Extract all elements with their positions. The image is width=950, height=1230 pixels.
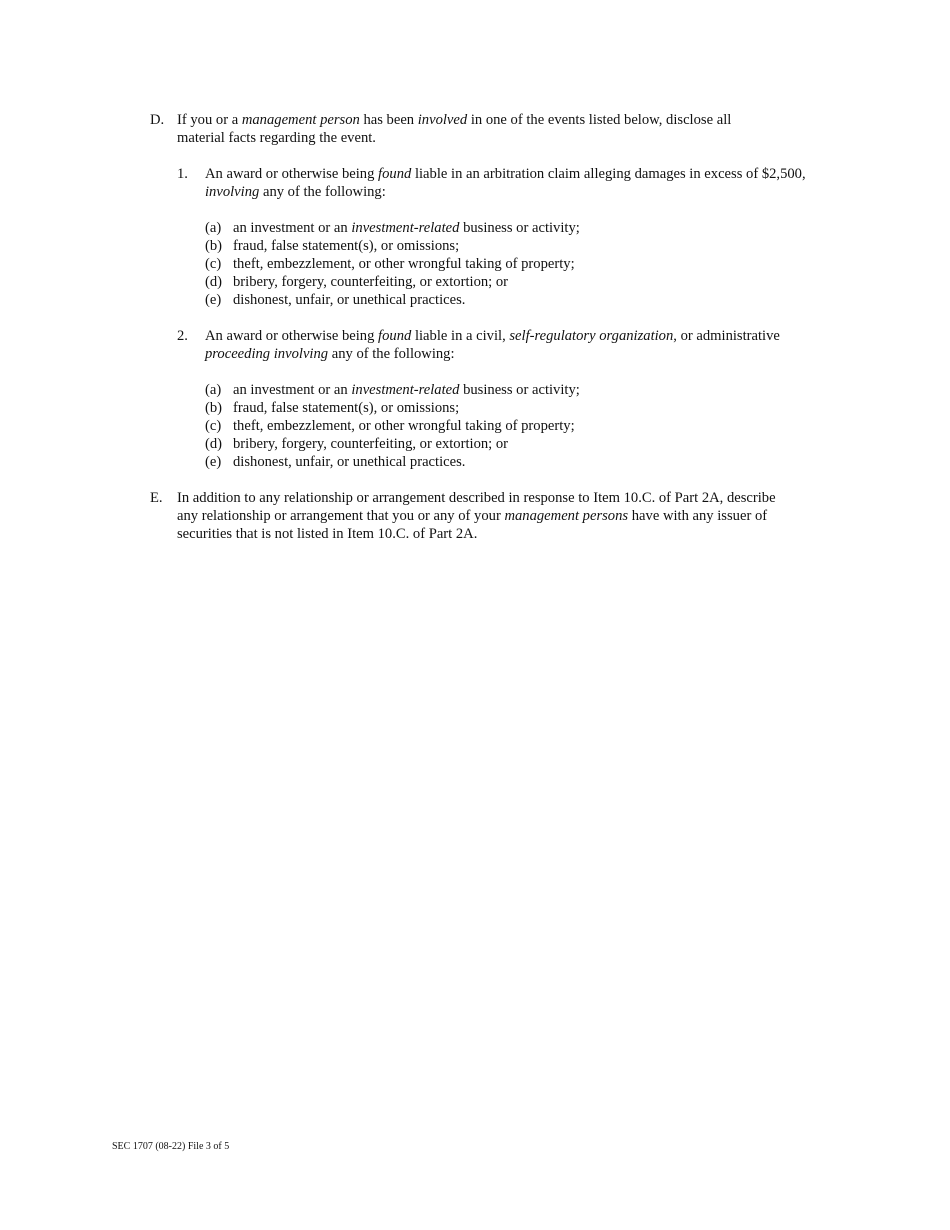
list-item-text: theft, embezzlement, or other wrongful taking of property; [233, 418, 575, 434]
text-run: has been [359, 112, 418, 128]
list-item [205, 273, 850, 291]
text-run: An award or otherwise being [205, 166, 379, 182]
item-text [205, 327, 850, 363]
text-run: If you or a [177, 112, 242, 128]
section-e-body [177, 489, 850, 543]
text-run: any relationship or arrangement that you or any of your [177, 508, 505, 524]
defined-term: management person [241, 112, 360, 128]
list-marker: (e) [205, 292, 222, 308]
text-run: material facts regarding the event. [177, 130, 376, 146]
list-item-text: dishonest, unfair, or unethical practices. [233, 292, 466, 308]
list-item [205, 381, 850, 399]
text-run: , or administrative [673, 328, 780, 344]
section-e [150, 489, 850, 543]
letter-list [205, 381, 850, 471]
defined-term: involving [205, 184, 260, 200]
text-run: securities that is not listed in Item 10.C. of Part 2A. [177, 526, 478, 542]
section-e-marker: E. [150, 490, 163, 506]
defined-term: management persons [504, 508, 629, 524]
section-d-intro [177, 111, 850, 147]
list-marker: (d) [205, 274, 223, 290]
list-marker: (b) [205, 238, 223, 254]
list-item [205, 219, 850, 237]
list-marker: (a) [205, 220, 222, 236]
list-marker: (b) [205, 400, 223, 416]
defined-term: investment-related [351, 382, 460, 398]
list-item [205, 237, 850, 255]
text-run: have with any issuer of [628, 508, 768, 524]
list-marker: (a) [205, 382, 222, 398]
list-item-text: fraud, false statement(s), or omissions; [233, 400, 460, 416]
text-run: business or activity; [459, 220, 580, 236]
section-d-marker: D. [150, 112, 165, 128]
list-marker: (c) [205, 256, 222, 272]
list-item-text: bribery, forgery, counterfeiting, or extortion; or [233, 436, 509, 452]
text-run: in one of the events listed below, disclose all [467, 112, 732, 128]
section-e-text [177, 489, 850, 543]
text-run: In addition to any relationship or arrangement described in response to Item 10.C. of Part 2A, describe [177, 490, 776, 506]
text-run: business or activity; [459, 382, 580, 398]
list-item [205, 255, 850, 273]
text-run: any of the following: [328, 346, 455, 362]
item-marker: 1. [177, 166, 188, 182]
list-marker: (e) [205, 454, 222, 470]
defined-term: self-regulatory organization [509, 328, 674, 344]
list-item [205, 399, 850, 417]
item-body [205, 165, 850, 309]
list-item [205, 291, 850, 309]
text-run: liable in a civil, [411, 328, 510, 344]
item-text [205, 165, 850, 201]
text-run: An award or otherwise being [205, 328, 379, 344]
list-marker: (d) [205, 436, 223, 452]
text-run: an investment or an [233, 382, 352, 398]
list-marker: (c) [205, 418, 222, 434]
section-d [150, 111, 850, 471]
list-item [205, 453, 850, 471]
list-item-text: theft, embezzlement, or other wrongful taking of property; [233, 256, 575, 272]
section-d-body [177, 111, 850, 471]
list-item-text: bribery, forgery, counterfeiting, or extortion; or [233, 274, 509, 290]
list-item [205, 417, 850, 435]
defined-term: investment-related [351, 220, 460, 236]
text-run: an investment or an [233, 220, 352, 236]
item-body [205, 327, 850, 471]
letter-list [205, 219, 850, 309]
list-item-text [233, 219, 580, 237]
defined-term: found [378, 328, 412, 344]
list-item [205, 435, 850, 453]
section-d-item-2 [177, 327, 850, 471]
page-footer: SEC 1707 (08-22) File 3 of 5 [112, 1141, 230, 1152]
list-item-text: fraud, false statement(s), or omissions; [233, 238, 460, 254]
list-item-text: dishonest, unfair, or unethical practices. [233, 454, 466, 470]
defined-term: proceeding involving [205, 346, 329, 362]
item-marker: 2. [177, 328, 188, 344]
text-run: any of the following: [259, 184, 386, 200]
text-run: liable in an arbitration claim alleging damages in excess of $2,500, [411, 166, 806, 182]
list-item-text [233, 381, 580, 399]
defined-term: found [378, 166, 412, 182]
section-d-item-1 [177, 165, 850, 309]
defined-term: involved [417, 112, 468, 128]
